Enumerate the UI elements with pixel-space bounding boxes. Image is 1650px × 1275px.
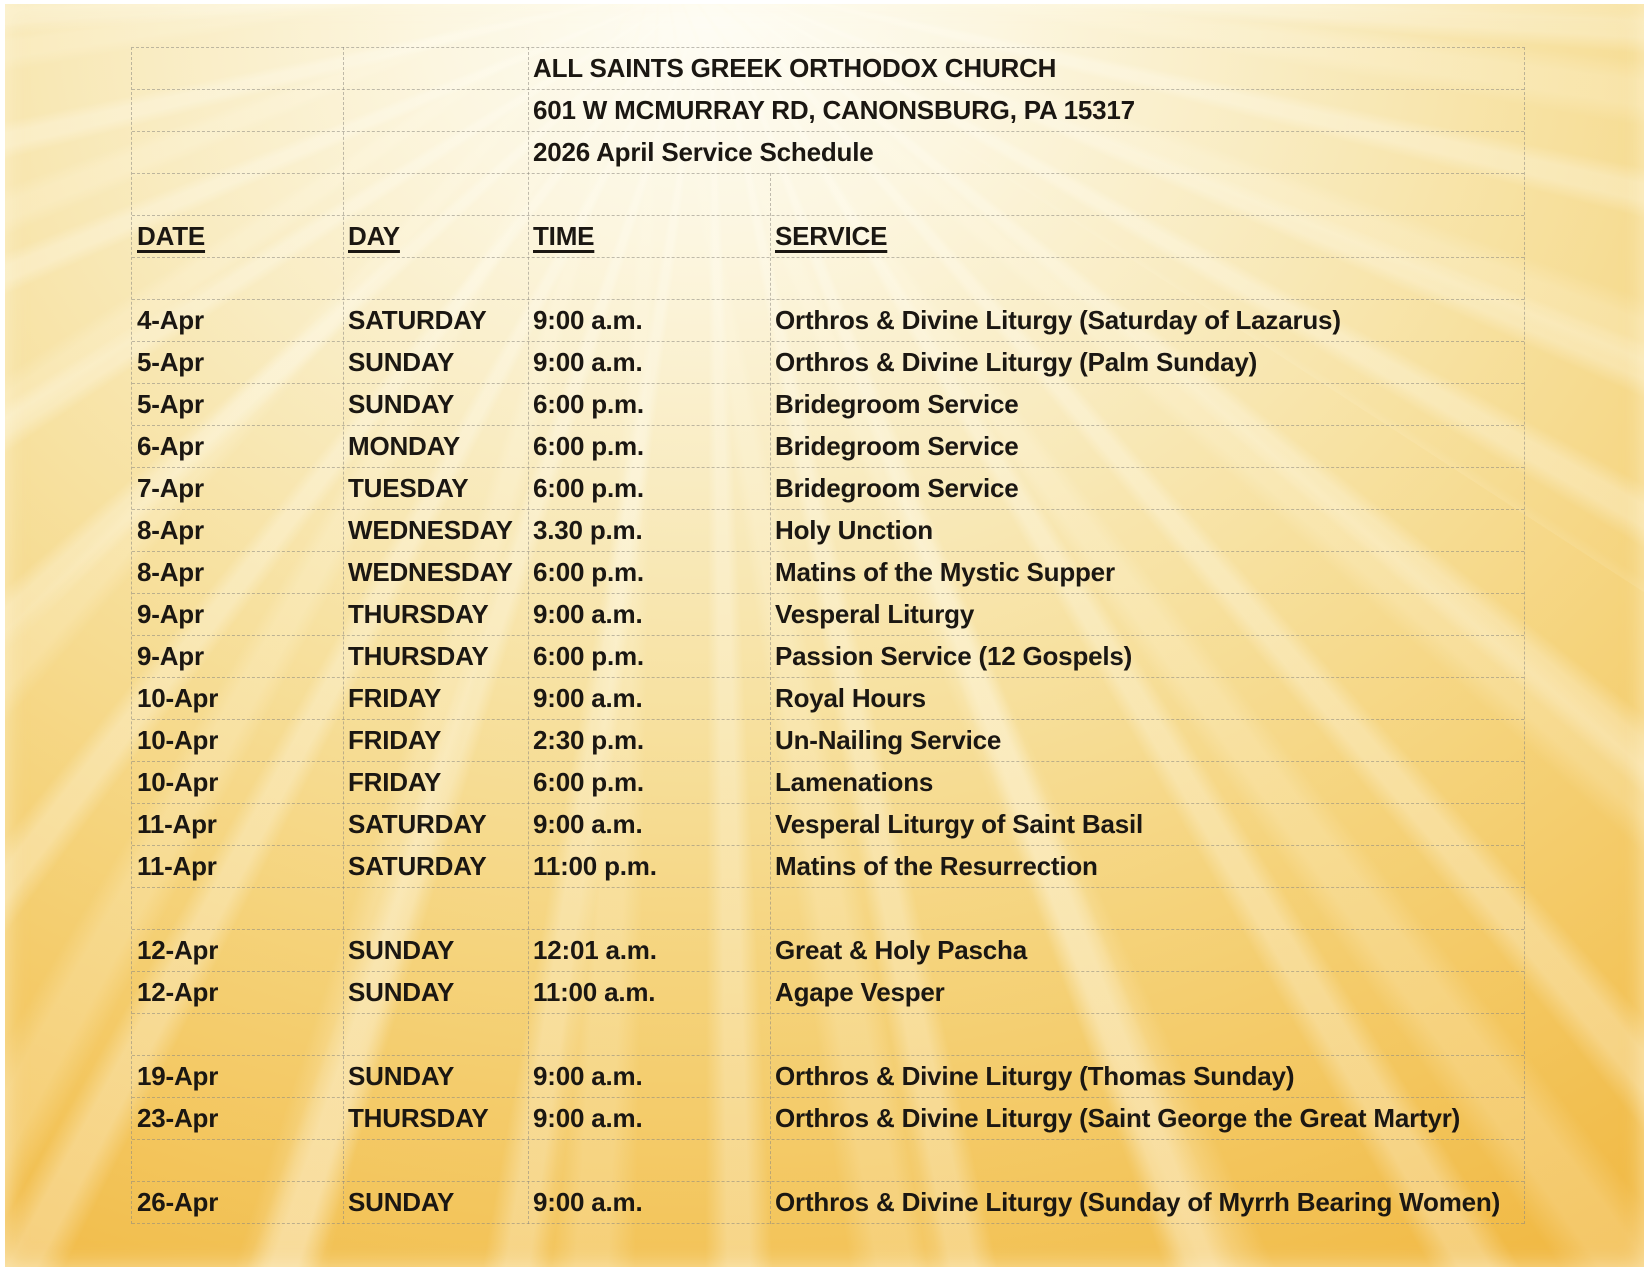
cell-time: 11:00 p.m. xyxy=(533,851,657,881)
table-row xyxy=(132,1098,1524,1140)
cell-date: 19-Apr xyxy=(137,1061,219,1091)
table-body xyxy=(132,258,1524,1224)
cell-service: Vesperal Liturgy xyxy=(775,599,975,629)
cell-service: Passion Service (12 Gospels) xyxy=(775,641,1133,671)
cell-day: THURSDAY xyxy=(348,1103,489,1133)
cell-service: Holy Unction xyxy=(775,515,933,545)
table-row xyxy=(132,300,1524,342)
schedule-table xyxy=(131,47,1525,1224)
table-row-address xyxy=(132,90,1524,132)
table-row-schedule-title xyxy=(132,132,1524,174)
column-header-service-label: SERVICE xyxy=(775,221,888,251)
cell-day: SUNDAY xyxy=(348,935,455,965)
cell-day: FRIDAY xyxy=(348,725,442,755)
column-header-time-label: TIME xyxy=(533,221,595,251)
cell-time: 11:00 a.m. xyxy=(533,977,656,1007)
cell-day: SATURDAY xyxy=(348,305,487,335)
table-row xyxy=(132,1056,1524,1098)
cell-day: SATURDAY xyxy=(348,851,487,881)
table-row xyxy=(132,552,1524,594)
cell-service: Royal Hours xyxy=(775,683,926,713)
cell-date: 10-Apr xyxy=(137,683,219,713)
table-header-row xyxy=(132,216,1524,258)
cell-date: 26-Apr xyxy=(137,1187,219,1217)
cell-time: 6:00 p.m. xyxy=(533,641,644,671)
column-header-date-label: DATE xyxy=(137,221,206,251)
column-header-day-label: DAY xyxy=(348,221,400,251)
cell-day: SUNDAY xyxy=(348,1187,455,1217)
cell-day: SATURDAY xyxy=(348,809,487,839)
cell-day: SUNDAY xyxy=(348,347,455,377)
cell-service: Matins of the Mystic Supper xyxy=(775,557,1115,587)
cell-service: Bridegroom Service xyxy=(775,431,1019,461)
cell-day: FRIDAY xyxy=(348,767,442,797)
cell-time: 9:00 a.m. xyxy=(533,683,643,713)
slide-background xyxy=(5,4,1644,1267)
table-row xyxy=(132,804,1524,846)
church-name: ALL SAINTS GREEK ORTHODOX CHURCH xyxy=(533,53,1057,83)
cell-time: 6:00 p.m. xyxy=(533,557,644,587)
cell-day: WEDNESDAY xyxy=(348,557,513,587)
cell-time: 3.30 p.m. xyxy=(533,515,643,545)
cell-time: 9:00 a.m. xyxy=(533,1187,643,1217)
schedule-title: 2026 April Service Schedule xyxy=(533,137,874,167)
cell-time: 9:00 a.m. xyxy=(533,1061,643,1091)
cell-service: Orthros & Divine Liturgy (Thomas Sunday) xyxy=(775,1061,1295,1091)
cell-service: Orthros & Divine Liturgy (Palm Sunday) xyxy=(775,347,1258,377)
cell-date: 4-Apr xyxy=(137,305,204,335)
cell-date: 6-Apr xyxy=(137,431,204,461)
table-row xyxy=(132,1140,1524,1182)
table-row xyxy=(132,1182,1524,1224)
table-row xyxy=(132,426,1524,468)
cell-day: WEDNESDAY xyxy=(348,515,513,545)
cell-time: 9:00 a.m. xyxy=(533,347,643,377)
table-row xyxy=(132,636,1524,678)
cell-day: TUESDAY xyxy=(348,473,469,503)
cell-date: 12-Apr xyxy=(137,935,219,965)
cell-service: Orthros & Divine Liturgy (Sunday of Myrrh Bearing Women) xyxy=(775,1187,1501,1217)
column-header-time xyxy=(528,221,770,252)
cell-day: SUNDAY xyxy=(348,389,455,419)
cell-date: 5-Apr xyxy=(137,389,204,419)
table-row xyxy=(132,594,1524,636)
cell-time: 6:00 p.m. xyxy=(533,389,644,419)
table-row xyxy=(132,468,1524,510)
table-row xyxy=(132,846,1524,888)
cell-day: SUNDAY xyxy=(348,1061,455,1091)
cell-day: THURSDAY xyxy=(348,599,489,629)
table-row xyxy=(132,678,1524,720)
cell-time: 9:00 a.m. xyxy=(533,599,643,629)
table-row xyxy=(132,258,1524,300)
cell-date: 9-Apr xyxy=(137,641,204,671)
cell-service: Bridegroom Service xyxy=(775,389,1019,419)
cell-date: 9-Apr xyxy=(137,599,204,629)
table-row xyxy=(132,384,1524,426)
cell-service: Un-Nailing Service xyxy=(775,725,1002,755)
cell-service: Vesperal Liturgy of Saint Basil xyxy=(775,809,1144,839)
cell-time: 2:30 p.m. xyxy=(533,725,644,755)
cell-day: SUNDAY xyxy=(348,977,455,1007)
cell-time: 9:00 a.m. xyxy=(533,809,643,839)
table-row xyxy=(132,762,1524,804)
cell-date: 11-Apr xyxy=(137,809,217,839)
cell-time: 12:01 a.m. xyxy=(533,935,657,965)
cell-day: MONDAY xyxy=(348,431,460,461)
table-row xyxy=(132,510,1524,552)
cell-date: 23-Apr xyxy=(137,1103,219,1133)
cell-date: 10-Apr xyxy=(137,767,219,797)
church-address: 601 W MCMURRAY RD, CANONSBURG, PA 15317 xyxy=(533,95,1135,125)
cell-date: 10-Apr xyxy=(137,725,219,755)
table-row-spacer xyxy=(132,174,1524,216)
cell-date: 7-Apr xyxy=(137,473,204,503)
table-row-church-name xyxy=(132,48,1524,90)
cell-time: 6:00 p.m. xyxy=(533,767,644,797)
table-row xyxy=(132,888,1524,930)
cell-date: 5-Apr xyxy=(137,347,204,377)
cell-service: Lamenations xyxy=(775,767,934,797)
cell-service: Orthros & Divine Liturgy (Saturday of Lazarus) xyxy=(775,305,1341,335)
table-row xyxy=(132,342,1524,384)
cell-service: Agape Vesper xyxy=(775,977,945,1007)
cell-time: 6:00 p.m. xyxy=(533,431,644,461)
cell-day: FRIDAY xyxy=(348,683,442,713)
cell-service: Matins of the Resurrection xyxy=(775,851,1098,881)
table-row xyxy=(132,972,1524,1014)
cell-date: 8-Apr xyxy=(137,557,204,587)
table-row xyxy=(132,930,1524,972)
cell-service: Orthros & Divine Liturgy (Saint George the Great Martyr) xyxy=(775,1103,1461,1133)
column-header-day xyxy=(343,221,528,252)
column-header-service xyxy=(770,221,1524,252)
column-header-date xyxy=(132,221,343,252)
cell-time: 9:00 a.m. xyxy=(533,1103,643,1133)
cell-date: 8-Apr xyxy=(137,515,204,545)
cell-day: THURSDAY xyxy=(348,641,489,671)
cell-date: 11-Apr xyxy=(137,851,217,881)
table-row xyxy=(132,720,1524,762)
table-row xyxy=(132,1014,1524,1056)
cell-time: 9:00 a.m. xyxy=(533,305,643,335)
cell-service: Bridegroom Service xyxy=(775,473,1019,503)
cell-time: 6:00 p.m. xyxy=(533,473,644,503)
cell-date: 12-Apr xyxy=(137,977,219,1007)
cell-service: Great & Holy Pascha xyxy=(775,935,1027,965)
